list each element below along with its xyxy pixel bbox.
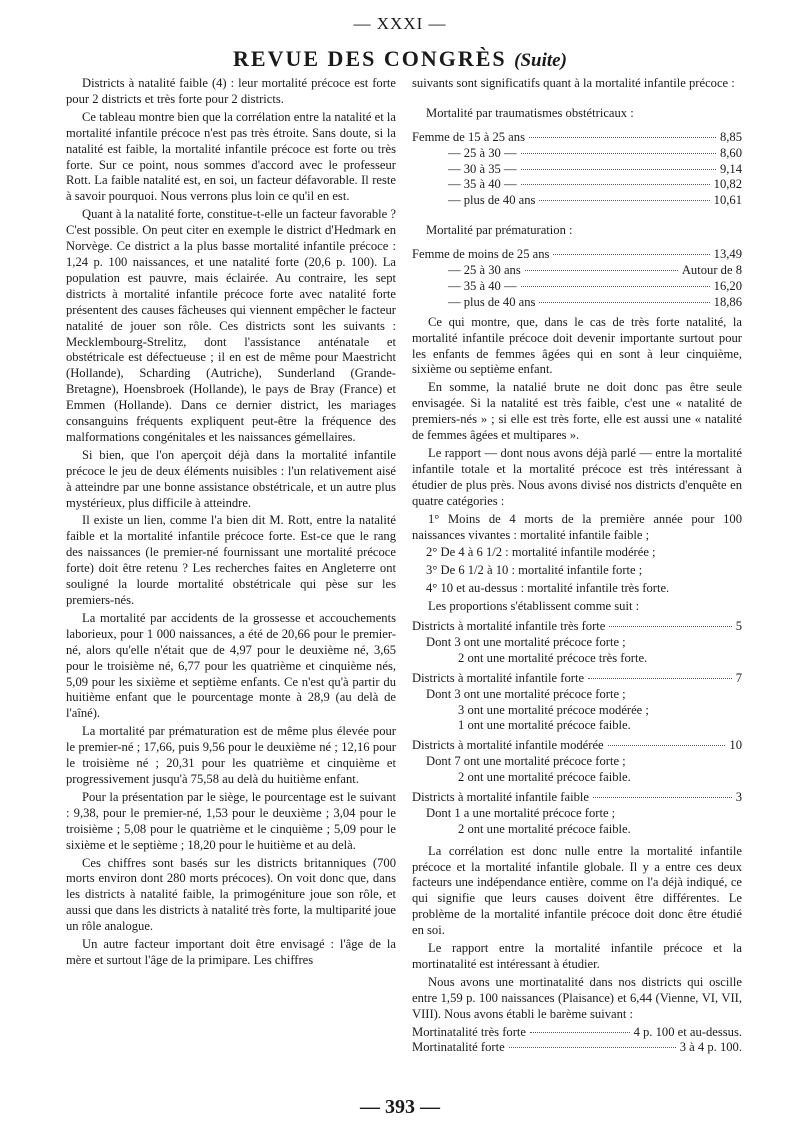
row-value: 13,49 bbox=[713, 247, 742, 262]
row-label: — plus de 40 ans bbox=[448, 193, 536, 208]
row-label: — 25 à 30 ans bbox=[448, 263, 521, 278]
paragraph: La mortalité par prématuration est de même plus élevée pour le premier-né ; 17,66, puis 9,56 pour le deuxième né ; 12,16 pour le troisième né ; 20,31 pour les quatrième et cinquième et progressivement jusqu'à 75,58 au delà du huitième enfant. bbox=[66, 724, 396, 786]
leader-dots bbox=[539, 200, 709, 201]
district-line: 1 ont une mortalité précoce faible. bbox=[458, 718, 631, 733]
district-label: Districts à mortalité infantile très forte bbox=[412, 619, 606, 634]
trauma-table bbox=[412, 130, 742, 209]
paragraph: En somme, la natalié brute ne doit donc pas être seule envisagée. Si la natalité est très faible, c'est une « natalité de premiers-nés » ; si elle est très forte, elle est aussi une « natalité de femmes âgées et multipares ». bbox=[412, 380, 742, 443]
paragraph: La mortalité par accidents de la grossesse et accouchements laborieux, pour 1 000 naissances, a été de 20,66 pour le premier-né, alors qu'elle n'était que de 4,97 pour le deuxième né, 3,65 pour le troisième né, 6,77 pour les quatrième et cinquième nés, 5,09 pour les sixième et septième enfants. Ce n'est qu'à partir du huitième enfant que le pourcentage monte à 28,9 (au delà de l'aîné). bbox=[66, 610, 396, 721]
left-column bbox=[66, 76, 396, 971]
leader-dots bbox=[529, 137, 716, 138]
title-text: REVUE DES CONGRÈS bbox=[233, 46, 507, 71]
district-group bbox=[412, 671, 742, 735]
prema-table bbox=[412, 247, 742, 311]
row-value: 8,60 bbox=[719, 145, 742, 160]
row-value: Autour de 8 bbox=[681, 263, 742, 278]
district-line: Dont 1 a une mortalité précoce forte ; bbox=[426, 805, 616, 820]
district-line: Dont 7 ont une mortalité précoce forte ; bbox=[426, 754, 626, 769]
table-row bbox=[412, 279, 742, 295]
district-group bbox=[412, 619, 742, 667]
district-heading bbox=[412, 619, 742, 635]
row-value: 9,14 bbox=[719, 161, 742, 176]
paragraph: Il existe un lien, comme l'a bien dit M. Rott, entre la natalité faible et la mortalité infantile précoce forte. Est-ce que le rang des naissances (le premier-né fournissant une mortalité précoce forte) doit être retenu ? Les recherches faites en Angleterre ont souligné la lourde mortalité obstétricale qui pèse sur les premiers-nés. bbox=[66, 513, 396, 607]
district-heading bbox=[412, 738, 742, 754]
leader-dots bbox=[521, 153, 716, 154]
table-row bbox=[412, 146, 742, 162]
paragraph: Districts à natalité faible (4) : leur mortalité précoce est forte pour 2 districts et très forte pour 2 districts. bbox=[66, 76, 396, 106]
district-label: Districts à mortalité infantile forte bbox=[412, 670, 585, 685]
table-row bbox=[412, 193, 742, 209]
bareme-table bbox=[412, 1025, 742, 1057]
title-suite: (Suite) bbox=[514, 50, 567, 71]
row-label: — 30 à 35 — bbox=[448, 161, 517, 176]
row-value: 3 à 4 p. 100. bbox=[679, 1040, 742, 1055]
table-row bbox=[412, 162, 742, 178]
row-label: Mortinatalité forte bbox=[412, 1040, 505, 1055]
district-count: 7 bbox=[735, 670, 742, 685]
row-label: Femme de 15 à 25 ans bbox=[412, 129, 525, 144]
paragraph: suivants sont significatifs quant à la mortalité infantile précoce : bbox=[412, 76, 735, 90]
district-label: Districts à mortalité infantile modérée bbox=[412, 738, 604, 753]
leader-dots bbox=[609, 626, 731, 627]
leader-dots bbox=[521, 184, 710, 185]
district-count: 3 bbox=[735, 789, 742, 804]
trauma-heading: Mortalité par traumatismes obstétricaux : bbox=[426, 105, 634, 120]
paragraph: Quant à la natalité forte, constitue-t-elle un facteur favorable ? C'est possible. On peut citer en exemple le district d'Hedmark en Norvège. Ce district a la plus basse mortalité infantile précoce : 1,24 p. 100 naissances, et une natalité forte (20,6 p. 100). La population est pauvre, mais éclairée. Au contraire, les sept districts à mortalité infantile précoce forte avec natalité forte présentent des causes fâcheuses qui viennent empêcher le facteur natalité de jouer son rôle. Ces districts sont les suivants : Mecklembourg-Strelitz, dont l'assistance anténatale et obstétricale est défectueuse ; il en est de même pour Maestricht (Hollande), Scharding (Autriche), Sunderland (Grande-Bretagne), Hoensbroek (Hollande), le pays de Bray (France) et Emmen (Hollande). Dans ce dernier district, les mariages consanguins fréquents expliquent peut-être la fréquence des malformations congénitales et les naissances gémellaires. bbox=[66, 207, 396, 444]
district-line: 2 ont une mortalité précoce très forte. bbox=[458, 650, 648, 665]
table-row bbox=[412, 1040, 742, 1056]
paragraph: Ce tableau montre bien que la corrélation entre la natalité et la mortalité infantile précoce n'est pas très étroite. Sans doute, si la natalité est faible, la mortalité infantile précoce est forte ou très forte. Sur ce point, nous sommes d'accord avec le professeur Rott. La faible natalité est, en soi, un facteur défavorable. Il reste à savoir pourquoi. Nous verrons plus loin ce qu'il en est. bbox=[66, 109, 396, 204]
leader-dots bbox=[525, 270, 678, 271]
paragraph: Le rapport entre la mortalité infantile précoce et la mortinatalité est intéressant à étudier. bbox=[412, 941, 742, 971]
row-label: — 25 à 30 — bbox=[448, 145, 517, 160]
category-item: 3° De 6 1/2 à 10 : mortalité infantile forte ; bbox=[426, 563, 643, 578]
paragraph: Si bien, que l'on aperçoit déjà dans la mortalité infantile précoce le jeu de deux éléments nuisibles : l'un relativement aisé à atteindre par une bonne assistance obstétricale, et un autre plus mystérieux, plus difficile à atteindre. bbox=[66, 447, 396, 510]
prema-heading: Mortalité par prématuration : bbox=[426, 223, 573, 238]
paragraph: Ces chiffres sont basés sur les districts britanniques (700 morts environ dont 280 morts précoces). On voit donc que, dans les districts à natalité faible, la primogéniture joue son rôle, et aussi que dans les districts à natalité très forte, la multiparité joue un rôle analogue. bbox=[66, 855, 396, 934]
leader-dots bbox=[539, 302, 709, 303]
category-item: 4° 10 et au-dessus : mortalité infantile très forte. bbox=[426, 581, 670, 596]
paragraph: Pour la présentation par le siège, le pourcentage est le suivant : 9,38, pour le premier-né, 1,53 pour le deuxième ; 3,04 pour le troisième ; 5,08 pour le quatrième et le cinquième ; 5,09 pour le sixième et le septième ; 18,20 pour le huitième et au delà. bbox=[66, 789, 396, 852]
paragraph: Ce qui montre, que, dans le cas de très forte natalité, la mortalité infantile précoce doit devenir importante surtout pour les enfants de femmes âgées qui en sont à leur cinquième, sixième ou septième enfant. bbox=[412, 314, 742, 377]
leader-dots bbox=[593, 797, 732, 798]
district-heading bbox=[412, 790, 742, 806]
paragraph: Les proportions s'établissent comme suit : bbox=[428, 599, 640, 614]
district-line: 3 ont une mortalité précoce modérée ; bbox=[458, 702, 649, 717]
table-row bbox=[412, 177, 742, 193]
leader-dots bbox=[521, 169, 716, 170]
district-line: 2 ont une mortalité précoce faible. bbox=[458, 821, 631, 836]
district-heading bbox=[412, 671, 742, 687]
district-label: Districts à mortalité infantile faible bbox=[412, 789, 589, 804]
table-row bbox=[412, 247, 742, 263]
row-value: 16,20 bbox=[713, 278, 742, 293]
leader-dots bbox=[553, 254, 709, 255]
leader-dots bbox=[588, 678, 732, 679]
row-label: — plus de 40 ans bbox=[448, 294, 536, 309]
paragraph: La corrélation est donc nulle entre la mortalité infantile précoce et la mortalité infantile globale. Il y a entre ces deux facteurs une indépendance entière, comme on l'a déjà indiqué, ce qui signifie que leurs causes doivent être différentes. Le problème de la mortalité infantile précoce doit donc être étudié en soi. bbox=[412, 843, 742, 938]
category-item: 2° De 4 à 6 1/2 : mortalité infantile modérée ; bbox=[426, 545, 656, 560]
row-value: 18,86 bbox=[713, 294, 742, 309]
table-row bbox=[412, 263, 742, 279]
district-count: 10 bbox=[729, 738, 742, 753]
district-line: Dont 3 ont une mortalité précoce forte ; bbox=[426, 686, 626, 701]
paragraph: Le rapport — dont nous avons déjà parlé — entre la mortalité infantile totale et la mortalité précoce est très intéressant à étudier de plus près. Nous avons divisé nos districts d'enquête en quatre catégories : bbox=[412, 445, 742, 508]
district-line: Dont 3 ont une mortalité précoce forte ; bbox=[426, 634, 626, 649]
table-row bbox=[412, 295, 742, 311]
district-group bbox=[412, 790, 742, 838]
row-value: 10,82 bbox=[713, 177, 742, 192]
district-line: 2 ont une mortalité précoce faible. bbox=[458, 770, 631, 785]
leader-dots bbox=[608, 745, 726, 746]
running-title bbox=[0, 46, 800, 72]
paragraph: Nous avons une mortinatalité dans nos districts qui oscille entre 1,59 p. 100 naissances (Plaisance) et 6,44 (Vienne, VI, VII, VIII). Nous avons établi le barème suivant : bbox=[412, 974, 742, 1021]
roman-page-number: — XXXI — bbox=[353, 14, 447, 33]
table-row bbox=[412, 130, 742, 146]
row-label: — 35 à 40 — bbox=[448, 278, 517, 293]
table-row bbox=[412, 1025, 742, 1041]
right-column bbox=[412, 76, 742, 1060]
row-value: 4 p. 100 et au-dessus. bbox=[633, 1024, 742, 1039]
row-label: Femme de moins de 25 ans bbox=[412, 247, 550, 262]
leader-dots bbox=[530, 1032, 630, 1033]
row-label: Mortinatalité très forte bbox=[412, 1024, 527, 1039]
district-group bbox=[412, 738, 742, 786]
row-value: 10,61 bbox=[713, 193, 742, 208]
district-count: 5 bbox=[735, 619, 742, 634]
row-label: — 35 à 40 — bbox=[448, 177, 517, 192]
leader-dots bbox=[521, 286, 710, 287]
paragraph: Un autre facteur important doit être envisagé : l'âge de la mère et surtout l'âge de la primipare. Les chiffres bbox=[66, 937, 396, 967]
row-value: 8,85 bbox=[719, 129, 742, 144]
paragraph: 1° Moins de 4 morts de la première année pour 100 naissances vivantes : mortalité infantile faible ; bbox=[412, 511, 742, 542]
page-number: — 393 — bbox=[360, 1096, 440, 1118]
leader-dots bbox=[509, 1047, 676, 1048]
